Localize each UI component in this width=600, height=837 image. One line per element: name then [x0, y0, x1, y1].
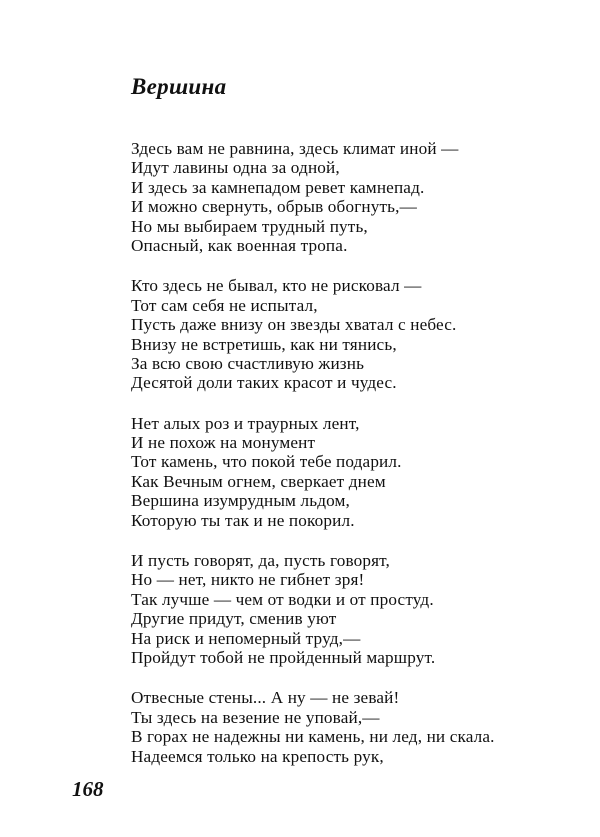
poem-line: Тот камень, что покой тебе подарил.: [131, 452, 402, 472]
poem-line: Опасный, как военная тропа.: [131, 235, 348, 255]
poem-line: И здесь за камнепадом ревет камнепад.: [131, 177, 425, 197]
poem-line: Так лучше — чем от водки и от простуд.: [131, 589, 434, 609]
poem-title: Вершина: [131, 74, 227, 99]
poem-line: Другие придут, сменив уют: [131, 609, 337, 629]
poem-line: Тот сам себя не испытал,: [131, 295, 318, 315]
poem-line: Которую ты так и не покорил.: [131, 510, 355, 530]
poem-line: И не похож на монумент: [131, 433, 316, 453]
poem-line: Как Вечным огнем, сверкает днем: [131, 471, 386, 491]
poem-line: Отвесные стены... А ну — не зевай!: [131, 688, 400, 708]
poem-line: Вершина изумрудным льдом,: [131, 491, 351, 511]
poem-line: За всю свою счастливую жизнь: [131, 353, 365, 373]
poem-line: Но мы выбираем трудный путь,: [131, 216, 368, 236]
poem-body: [131, 139, 551, 787]
poem-line: Надеемся только на крепость рук,: [131, 746, 384, 766]
poem-line: Ты здесь на везение не уповай,—: [131, 707, 380, 727]
poem-line: Идут лавины одна за одной,: [131, 158, 340, 178]
poem-line: Внизу не встретишь, как ни тянись,: [131, 334, 397, 354]
poem-line: В горах не надежны ни камень, ни лед, ни скала.: [131, 727, 495, 747]
poem-line: На риск и непомерный труд,—: [131, 628, 361, 648]
stanza-3: [131, 414, 551, 530]
stanza-2: [131, 276, 551, 392]
poem-line: Кто здесь не бывал, кто не рисковал —: [131, 276, 422, 296]
poem-line: И можно свернуть, обрыв обогнуть,—: [131, 197, 417, 217]
poem-line: Пусть даже внизу он звезды хватал с небес.: [131, 315, 457, 335]
poem-line: Пройдут тобой не пройденный маршрут.: [131, 647, 436, 667]
stanza-5: [131, 688, 551, 766]
poem-line: Но — нет, никто не гибнет зря!: [131, 570, 365, 590]
page-number: 168: [72, 777, 104, 801]
poem-line: И пусть говорят, да, пусть говорят,: [131, 551, 390, 571]
stanza-4: [131, 551, 551, 667]
poem-line: Нет алых роз и траурных лент,: [131, 413, 360, 433]
poem-line: Здесь вам не равнина, здесь климат иной —: [131, 139, 459, 158]
stanza-1: [131, 139, 551, 255]
poem-line: Десятой доли таких красот и чудес.: [131, 373, 397, 393]
